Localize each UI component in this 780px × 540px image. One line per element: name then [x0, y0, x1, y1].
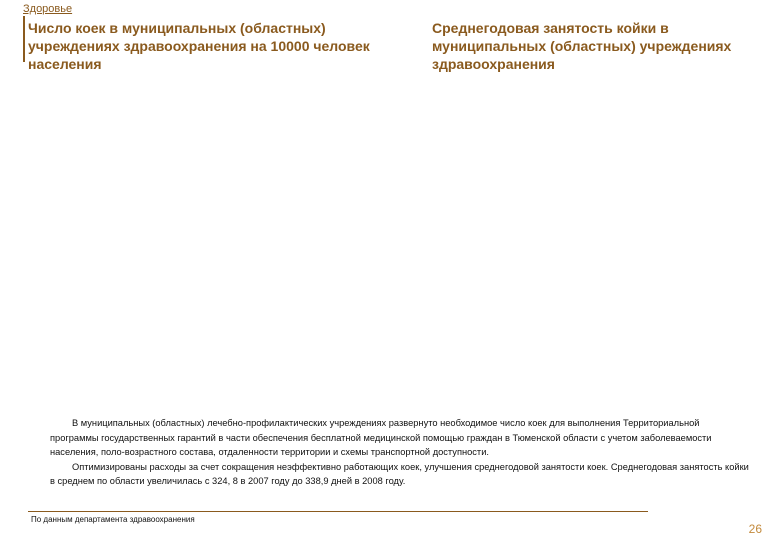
source-note: По данным департамента здравоохранения	[31, 515, 195, 524]
section-link-health[interactable]: Здоровье	[23, 3, 73, 15]
title-accent-bar	[23, 16, 25, 62]
page-number: 26	[748, 522, 762, 536]
paragraph-beds: В муниципальных (областных) лечебно-профилактических учреждениях развернуто необходимое число коек для выполнения Территориальной программы государственных гарантий в части обеспечения бесплатной медицинской помощью граждан в Тюменской области с учетом заболеваемости населения, поло-возрастного состава, отдаленности территории и схемы транспортной доступности.	[50, 418, 712, 458]
beds-per-10000-title: Число коек в муниципальных (областных) учреждениях здравоохранения на 10000 человек населения	[28, 20, 370, 72]
paragraph-optimization: Оптимизированы расходы за счет сокращения неэффективно работающих коек, улучшения среднегодовой занятости коек. Среднегодовая занятость койки в среднем по области увеличилась с 324, 8 в 2007 году до 338,9 дней в 2008 году.	[50, 461, 749, 487]
body-text	[50, 416, 750, 489]
footer-divider	[28, 511, 648, 512]
bed-occupancy-title: Среднегодовая занятость койки в муниципальных (областных) учреждениях здравоохранения	[432, 20, 732, 72]
